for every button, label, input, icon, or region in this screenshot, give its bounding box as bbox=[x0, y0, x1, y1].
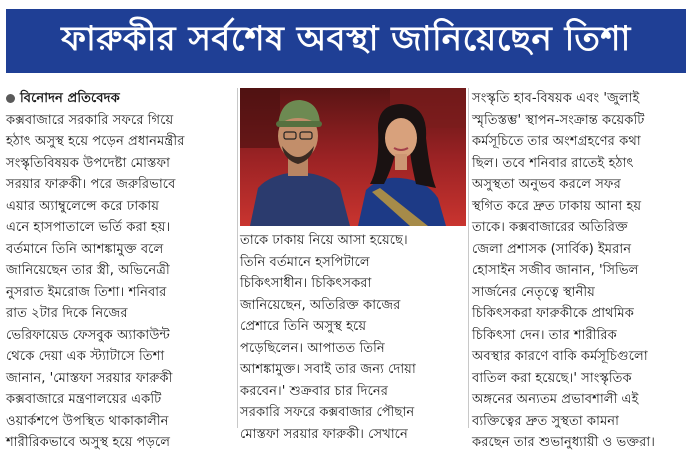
body-line: অবস্থার কারণে বাকি কর্মসূচিগুলো bbox=[472, 349, 648, 364]
body-line: করবেন।' শুক্রবার চার দিনের bbox=[240, 383, 389, 399]
body-line: জানিয়েছেন তার স্ত্রী, অভিনেত্রী bbox=[6, 263, 170, 278]
body-line: সরয়ার ফারুকী। পরে জরুরিভাবে bbox=[6, 177, 176, 192]
body-line: থেকে দেয়া এক স্ট্যাটাসে তিশা bbox=[6, 349, 165, 364]
body-line: কক্সবাজারে মন্ত্রণালয়ের একটি bbox=[6, 392, 162, 407]
body-line: অঙ্গনের অন্যতম প্রভাবশালী এই bbox=[472, 392, 639, 407]
body-line: ওয়ার্কশপে উপস্থিত থাকাকালীন bbox=[6, 413, 169, 429]
body-line: অসুস্থতা অনুভব করলে সফর bbox=[472, 177, 621, 192]
body-line: প্রেশারে তিনি অসুস্থ হয়ে bbox=[240, 319, 367, 334]
body-line: চিকিৎসকরা ফারুকীকে প্রাথমিক bbox=[472, 306, 634, 321]
body-line: জেলা প্রশাসক (সার্বিক) ইমরান bbox=[472, 241, 632, 257]
body-line: করছেন তার শুভানুধ্যায়ী ও ভক্তরা। bbox=[472, 435, 655, 450]
body-line: বর্তমানে তিনি আশঙ্কামুক্ত বলে bbox=[6, 241, 164, 257]
body-line: নুসরাত ইমরোজ তিশা। শনিবার bbox=[6, 284, 167, 300]
body-line: চিকিৎসা দেন। তার শারীরিক bbox=[472, 327, 617, 343]
body-line: সরকারি সফরে কক্সবাজার পৌছান bbox=[240, 405, 415, 420]
body-line: সার্জনের নেতৃত্বে স্থানীয় bbox=[472, 284, 595, 300]
headline: ফারুকীর সর্বশেষ অবস্থা জানিয়েছেন তিশা bbox=[61, 18, 631, 59]
body-line: আশঙ্কামুক্ত। সবাই তার জন্য দোয়া bbox=[240, 362, 416, 377]
body-line: চিকিৎসাধীন। চিকিৎসকরা bbox=[240, 276, 372, 291]
body-line: বাতিল করা হয়েছে।' সাংস্কৃতিক bbox=[472, 370, 632, 386]
body-line: ছিল। তবে শনিবার রাতেই হঠাৎ bbox=[472, 155, 634, 171]
bullet-icon bbox=[6, 94, 15, 103]
column-divider bbox=[237, 88, 238, 428]
body-line: এনে হাসপাতালে ভর্তি করা হয়। bbox=[6, 220, 171, 235]
body-line: স্থগিত করে দ্রুত ঢাকায় আনা হয় bbox=[472, 198, 642, 214]
body-line: স্মৃতিস্তম্ভ' স্থাপন-সংক্রান্ত কয়েকটি bbox=[472, 112, 645, 128]
column-divider bbox=[468, 88, 469, 428]
article-column-middle bbox=[240, 230, 466, 445]
body-line: শারীরিকভাবে অসুস্থ হয়ে পড়লে bbox=[6, 435, 171, 450]
body-line: মোস্তফা সরয়ার ফারুকী। সেখানে bbox=[240, 426, 408, 442]
body-line: তিনি বর্তমানে হসপিটালে bbox=[240, 254, 370, 270]
body-line: জানান, 'মোস্তফা সরয়ার ফারুকী bbox=[6, 370, 173, 386]
body-line: সংস্কৃতিবিষয়ক উপদেষ্টা মোস্তফা bbox=[6, 155, 170, 171]
body-line: হোসাইন সজীব জানান, 'সিভিল bbox=[472, 263, 639, 278]
body-line: তাকে ঢাকায় নিয়ে আসা হয়েছে। bbox=[240, 233, 408, 248]
body-line: তাকে। কক্সবাজারের অতিরিক্ত bbox=[472, 220, 628, 235]
body-line: ব্যক্তিত্বের দ্রুত সুস্থতা কামনা bbox=[472, 413, 619, 429]
body-line: জানিয়েছেন, অতিরিক্ত কাজের bbox=[240, 297, 401, 313]
headline-banner bbox=[6, 9, 686, 73]
byline-text: বিনোদন প্রতিবেদক bbox=[20, 91, 120, 106]
couple-photo bbox=[240, 88, 466, 226]
body-line: হঠাৎ অসুস্থ হয়ে পড়েন প্রধানমন্ত্রীর bbox=[6, 134, 185, 149]
body-line: এয়ার অ্যাম্বুলেন্সে করে ঢাকায় bbox=[6, 198, 159, 214]
article-column-left bbox=[6, 88, 236, 454]
body-line: পড়েছিলেন। আপাতত তিনি bbox=[240, 340, 385, 356]
body-line: কর্মসূচিতে তার অংশগ্রহণের কথা bbox=[472, 134, 641, 149]
body-line: রাত ২টার দিকে নিজের bbox=[6, 306, 128, 321]
article-column-right bbox=[472, 88, 684, 454]
body-line: কক্সবাজারে সরকারি সফরে গিয়ে bbox=[6, 112, 174, 128]
photo-illustration bbox=[240, 88, 466, 226]
byline bbox=[6, 88, 236, 110]
body-line: ভেরিফায়েড ফেসবুক অ্যাকাউন্ট bbox=[6, 327, 170, 343]
body-line: সংস্কৃতি হাব-বিষয়ক এবং 'জুলাই bbox=[472, 91, 640, 106]
